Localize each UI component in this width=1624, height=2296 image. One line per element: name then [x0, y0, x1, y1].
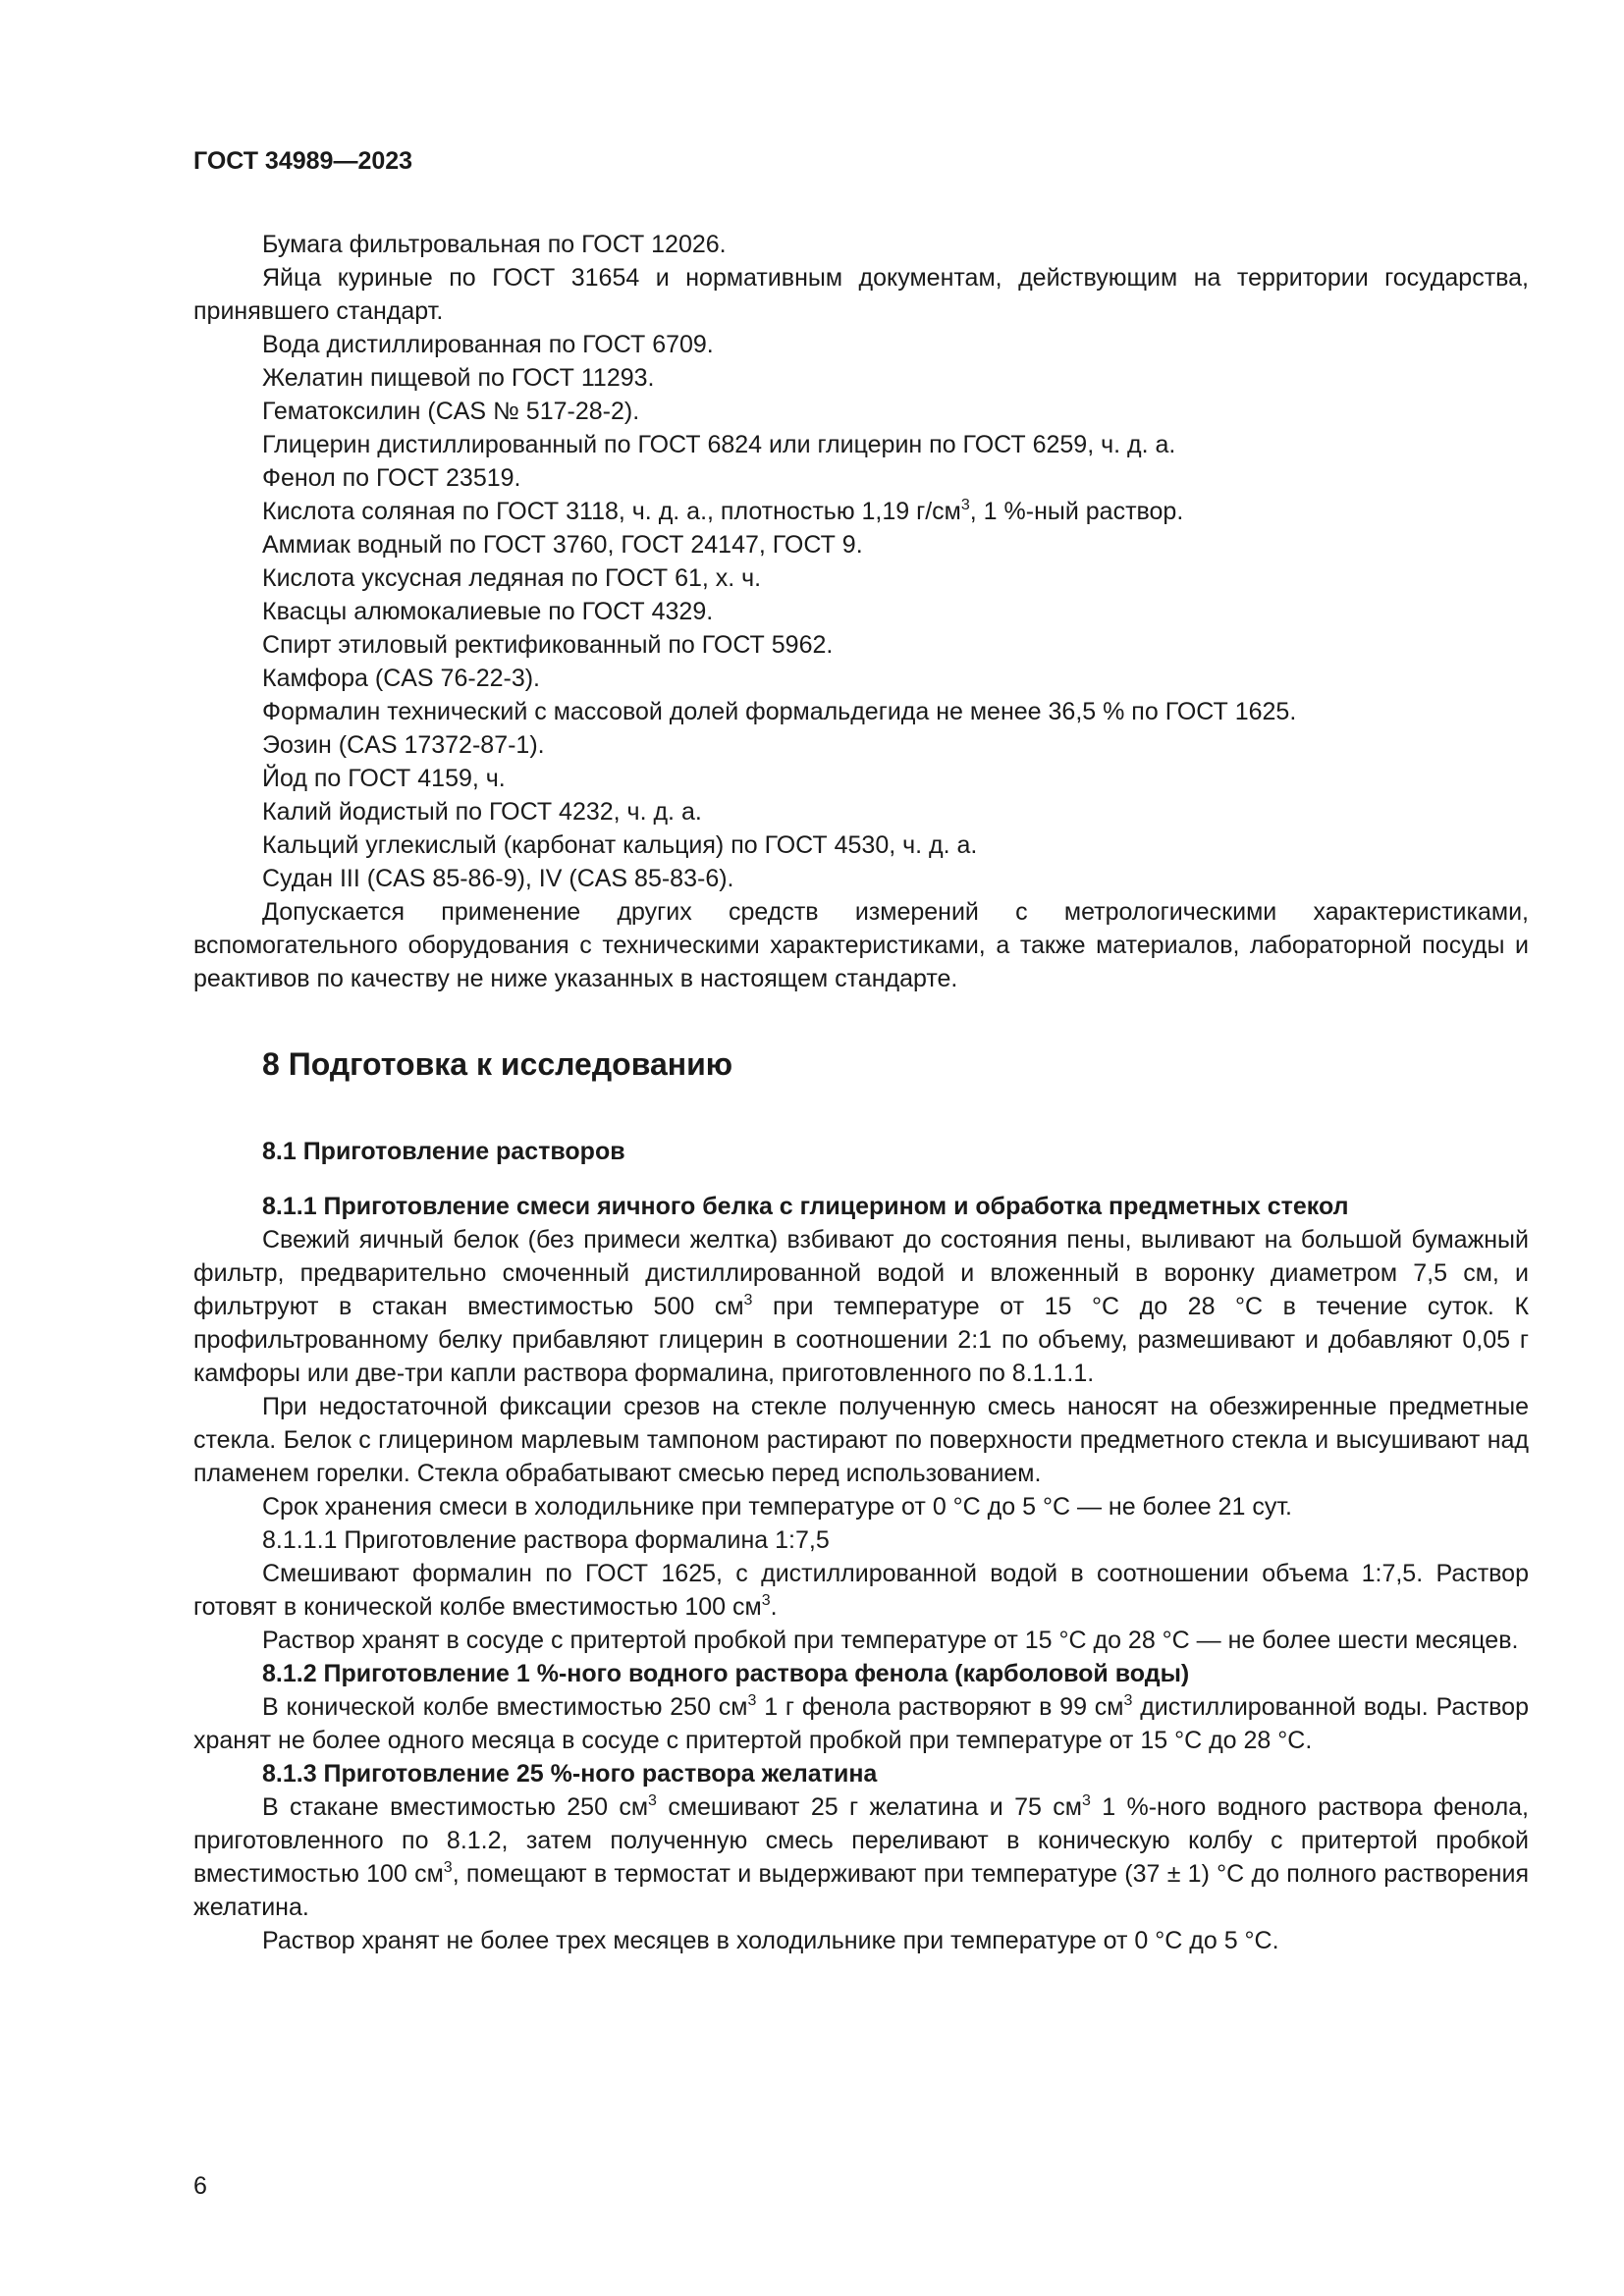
section-8-1-1-paragraph-1: Свежий яичный белок (без примеси желтка) взбивают до состояния пены, выливают на большой бумажный фильтр, предварительно смоченный дистиллированной водой и вложенный в воронку диаметром 7,5 см, и фильтруют в стакан вместимостью 500 $см^3$ при температуре от 15 °С до 28 °С в течение суток. К профильтрованному белку прибавляют глицерин в соотношении 2:1 по объему, размешивают и добавляют 0,05 г камфоры или две-три капли раствора формалина, приготовленного по 8.1.1.1. [193, 1226, 1530, 1387]
section-8-1-3-paragraph-2: Раствор хранят не более трех месяцев в холодильнике при температуре от 0 °С до 5 °С. [262, 1927, 1279, 1954]
material-glycerin: Глицерин дистиллированный по ГОСТ 6824 или глицерин по ГОСТ 6259, ч. д. а. [262, 431, 1176, 458]
allowance-paragraph: Допускается применение других средств измерений с метрологическими характеристиками, вспомогательного оборудования с техническими характеристиками, а также материалов, лабораторной посуды и реактивов по качеству не ниже указанных в настоящем стандарте. [193, 898, 1529, 992]
section-8-1-2-paragraph-1: В конической колбе вместимостью 250 $см^3$ 1 г фенола растворяют в 99 $см^3$ дистиллированной воды. Раствор хранят не более одного месяца в сосуде с притертой пробкой при температуре от 15 °С до 28 °С. [193, 1692, 1529, 1754]
material-sudan: Судан III (CAS 85-86-9), IV (CAS 85-83-6). [262, 865, 734, 892]
page-number: 6 [193, 2172, 207, 2200]
section-8-1-1-heading: 8.1.1 Приготовление смеси яичного белка с глицерином и обработка предметных стекол [262, 1193, 1349, 1220]
material-eggs: Яйца куриные по ГОСТ 31654 и нормативным документам, действующим на территории государства, принявшего стандарт. [193, 264, 1529, 325]
document-body [193, 228, 1529, 1957]
section-8-1-1-paragraph-2: При недостаточной фиксации срезов на стекле полученную смесь наносят на обезжиренные предметные стекла. Белок с глицерином марлевым тампоном растирают по поверхности предметного стекла и высушивают над пламенем горелки. Стекла обрабатывают смесью перед использованием. [193, 1393, 1529, 1487]
section-8-1-1-1-paragraph-2: Раствор хранят в сосуде с притертой пробкой при температуре от 15 °С до 28 °С — не более шести месяцев. [262, 1627, 1519, 1654]
section-8-1-1-paragraph-3: Срок хранения смеси в холодильнике при температуре от 0 °С до 5 °С — не более 21 сут. [262, 1493, 1292, 1521]
material-ethanol: Спирт этиловый ректификованный по ГОСТ 5962. [262, 631, 834, 659]
material-gelatin: Желатин пищевой по ГОСТ 11293. [262, 364, 655, 392]
material-eosin: Эозин (CAS 17372-87-1). [262, 731, 545, 759]
document-code-header: ГОСТ 34989—2023 [193, 147, 413, 175]
material-potassium-iodide: Калий йодистый по ГОСТ 4232, ч. д. а. [262, 798, 702, 826]
material-acetic-acid: Кислота уксусная ледяная по ГОСТ 61, х. ч. [262, 564, 762, 592]
section-8-1-3-heading: 8.1.3 Приготовление 25 %-ного раствора желатина [262, 1760, 878, 1788]
section-8-1-1-1-paragraph-1: Смешивают формалин по ГОСТ 1625, с дистиллированной водой в соотношении объема 1:7,5. Раствор готовят в конической колбе вместимостью 100 $см^3$. [193, 1560, 1529, 1621]
material-iodine: Йод по ГОСТ 4159, ч. [262, 765, 506, 792]
material-hematoxylin: Гематоксилин (CAS № 517-28-2). [262, 398, 640, 425]
material-filter-paper: Бумага фильтровальная по ГОСТ 12026. [262, 231, 727, 258]
section-8-1-2-heading: 8.1.2 Приготовление 1 %-ного водного раствора фенола (карболовой воды) [262, 1660, 1190, 1687]
section-8-1-3-paragraph-1: В стакане вместимостью 250 $см^3$ смешивают 25 г желатина и 75 $см^3$ 1 %-ного водного раствора фенола, приготовленного по 8.1.2, затем полученную смесь переливают в коническую колбу с притертой пробкой вместимостью 100 $см^3$, помещают в термостат и выдерживают при температуре (37 ± 1) °С до полного растворения желатина. [193, 1792, 1529, 1921]
material-distilled-water: Вода дистиллированная по ГОСТ 6709. [262, 331, 714, 358]
material-ammonia: Аммиак водный по ГОСТ 3760, ГОСТ 24147, ГОСТ 9. [262, 531, 863, 559]
section-8-1-heading: 8.1 Приготовление растворов [262, 1138, 625, 1165]
material-hydrochloric-acid: Кислота соляная по ГОСТ 3118, ч. д. а., плотностью 1,19 $г/см^3$, 1 %-ный раствор. [262, 497, 1184, 525]
material-formalin: Формалин технический с массовой долей формальдегида не менее 36,5 % по ГОСТ 1625. [262, 698, 1297, 725]
material-camphor: Камфора (CAS 76-22-3). [262, 665, 540, 692]
material-calcium-carbonate: Кальций углекислый (карбонат кальция) по ГОСТ 4530, ч. д. а. [262, 831, 978, 859]
section-8-1-1-1-heading: 8.1.1.1 Приготовление раствора формалина 1:7,5 [262, 1526, 830, 1554]
material-phenol: Фенол по ГОСТ 23519. [262, 464, 521, 492]
material-alum: Квасцы алюмокалиевые по ГОСТ 4329. [262, 598, 714, 625]
section-8-heading: 8 Подготовка к исследованию [262, 1046, 733, 1082]
